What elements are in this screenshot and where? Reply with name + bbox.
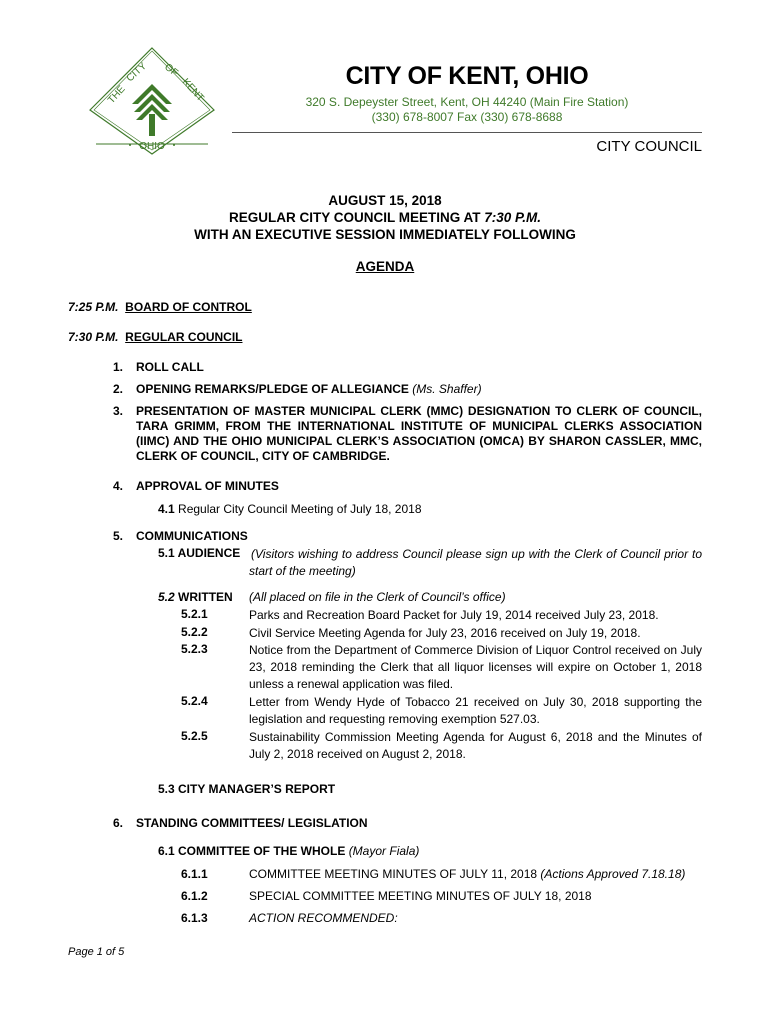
meeting-title-prefix: REGULAR CITY COUNCIL MEETING AT bbox=[228, 210, 485, 225]
item-number: 3. bbox=[113, 404, 124, 418]
written-item-number: 5.2.1 bbox=[181, 607, 208, 621]
city-managers-report: 5.3 CITY MANAGER’S REPORT bbox=[158, 782, 336, 796]
header-divider bbox=[232, 132, 702, 133]
committee-item-text: COMMITTEE MEETING MINUTES OF JULY 11, 2018 (Actions Approved 7.18.18) bbox=[249, 867, 686, 881]
written-item-text: Letter from Wendy Hyde of Tobacco 21 received on July 30, 2018 supporting the legislation and requesting removing exemption 527.03. bbox=[249, 695, 702, 726]
city-of-kent-logo bbox=[86, 46, 218, 158]
written-note: (All placed on file in the Clerk of Council’s office) bbox=[249, 590, 506, 604]
committee-item-number: 6.1.3 bbox=[181, 911, 208, 925]
schedule-board-of-control: 7:25 P.M. BOARD OF CONTROL bbox=[68, 300, 252, 314]
city-phone-fax: (330) 678-8007 Fax (330) 678-8688 bbox=[371, 110, 563, 124]
committee-item-number: 6.1.1 bbox=[181, 867, 208, 881]
item-number: 5. bbox=[113, 529, 124, 543]
committee-item-text: SPECIAL COMMITTEE MEETING MINUTES OF JULY 18, 2018 bbox=[249, 889, 592, 903]
logo-kent-text: KENT bbox=[179, 76, 206, 104]
logo-city-text: CITY bbox=[124, 60, 149, 85]
written-item-text: Sustainability Commission Meeting Agenda for August 6, 2018 and the Minutes of July 2, 2018 received on August 2, 2018. bbox=[249, 730, 702, 761]
agenda-heading: AGENDA bbox=[355, 259, 415, 274]
committee-item-number: 6.1.2 bbox=[181, 889, 208, 903]
page-number: Page 1 of 5 bbox=[68, 946, 125, 958]
item-communications: COMMUNICATIONS bbox=[136, 529, 248, 543]
meeting-date: AUGUST 15, 2018 bbox=[328, 193, 442, 208]
item-presentation: PRESENTATION OF MASTER MUNICIPAL CLERK (MMC) DESIGNATION TO CLERK OF COUNCIL, TARA GRIMM, FROM THE INTERNATIONAL INSTITUTE OF MUNICIPAL CLERKS ASSOCIATION (IIMC) AND THE OHIO MUNICIPAL CLERK’S ASSOCIATION (OMCA) BY SHARON CASSLER, MMC, CLERK OF COUNCIL, CITY OF CAMBRIDGE. bbox=[136, 404, 702, 463]
item-roll-call: ROLL CALL bbox=[136, 360, 204, 374]
written-item-number: 5.2.4 bbox=[181, 694, 208, 708]
schedule-regular-council: 7:30 P.M. REGULAR COUNCIL bbox=[68, 330, 243, 344]
item-approval-of-minutes: APPROVAL OF MINUTES bbox=[136, 479, 279, 493]
item-number: 1. bbox=[113, 360, 124, 374]
meeting-title bbox=[0, 210, 770, 225]
tree-icon bbox=[132, 84, 172, 136]
written-item-number: 5.2.5 bbox=[181, 729, 208, 743]
item-standing-committees: STANDING COMMITTEES/ LEGISLATION bbox=[136, 816, 368, 830]
written-item-text: Parks and Recreation Board Packet for July 19, 2014 received July 23, 2018. bbox=[249, 608, 659, 622]
minutes-entry: 4.1 Regular City Council Meeting of July 18, 2018 bbox=[158, 502, 422, 516]
written-item-number: 5.2.3 bbox=[181, 642, 208, 656]
written-item-text: Civil Service Meeting Agenda for July 23, 2016 received on July 19, 2018. bbox=[249, 626, 641, 640]
written-item-text: Notice from the Department of Commerce Division of Liquor Control received on July 23, 2018 reminding the Clerk that all liquor licenses will expire on October 1, 2018 unless a renewal application was filed. bbox=[249, 643, 702, 691]
logo-the-text: THE bbox=[106, 83, 128, 107]
audience-label: 5.1 AUDIENCE bbox=[158, 546, 241, 560]
action-recommended: ACTION RECOMMENDED: bbox=[249, 911, 398, 925]
department-label: CITY COUNCIL bbox=[596, 138, 702, 155]
item-number: 4. bbox=[113, 479, 124, 493]
item-number: 6. bbox=[113, 816, 124, 830]
written-label: 5.2 WRITTEN bbox=[158, 590, 233, 604]
logo-of-text: OF bbox=[162, 61, 180, 79]
audience-note: (Visitors wishing to address Council please sign up with the Clerk of Council prior to start of the meeting) bbox=[249, 547, 702, 578]
logo-ohio-text: OHIO bbox=[139, 141, 165, 152]
city-title: CITY OF KENT, OHIO bbox=[345, 62, 589, 90]
meeting-time: 7:30 P.M. bbox=[484, 210, 542, 225]
city-address: 320 S. Depeyster Street, Kent, OH 44240 (Main Fire Station) bbox=[305, 95, 629, 109]
item-opening-remarks: OPENING REMARKS/PLEDGE OF ALLEGIANCE (Ms. Shaffer) bbox=[136, 382, 482, 396]
committee-of-the-whole: 6.1 COMMITTEE OF THE WHOLE (Mayor Fiala) bbox=[158, 844, 420, 858]
meeting-subtitle: WITH AN EXECUTIVE SESSION IMMEDIATELY FOLLOWING bbox=[194, 227, 576, 242]
written-item-number: 5.2.2 bbox=[181, 625, 208, 639]
item-number: 2. bbox=[113, 382, 124, 396]
